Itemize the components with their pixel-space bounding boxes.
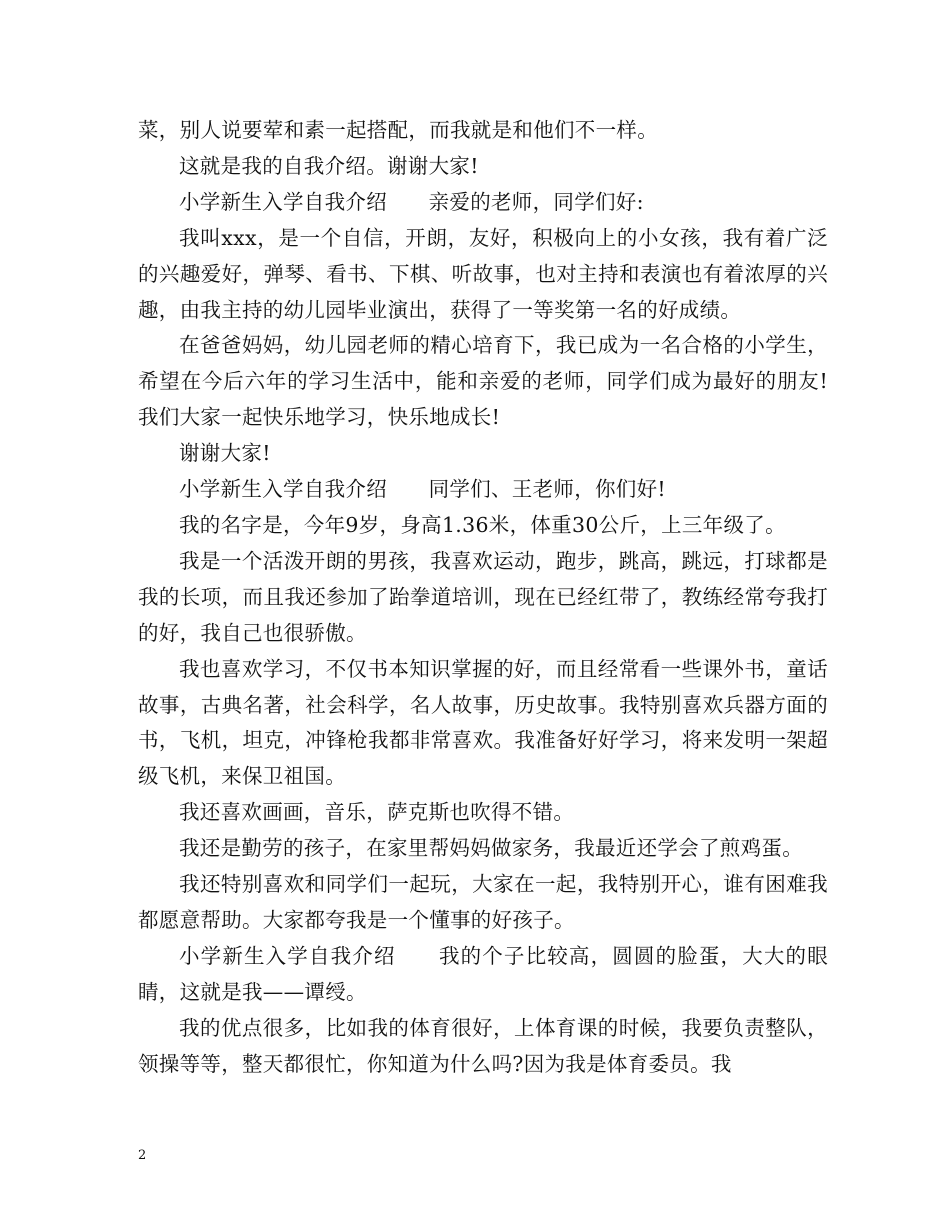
paragraph: 谢谢大家! bbox=[179, 441, 271, 466]
paragraph: 我叫xxx，是一个自信，开朗，友好，积极向上的小女孩，我有着广泛的兴趣爱好，弹琴、看书、下棋、听故事，也对主持和表演也有着浓厚的兴趣，由我主持的幼儿园毕业演出，获得了一等奖第一名的好成绩。 bbox=[138, 225, 828, 322]
page-number: 2 bbox=[138, 1148, 147, 1163]
paragraph: 小学新生入学自我介绍 我的个子比较高，圆圆的脸蛋，大大的眼睛，这就是我——谭绶。 bbox=[138, 943, 828, 1004]
paragraph: 我还喜欢画画，音乐，萨克斯也吹得不错。 bbox=[179, 800, 575, 825]
paragraph: 我也喜欢学习，不仅书本知识掌握的好，而且经常看一些课外书，童话故事，古典名著，社会科学，名人故事，历史故事。我特别喜欢兵器方面的书，飞机，坦克，冲锋枪我都非常喜欢。我准备好好学习，将来发明一架超级飞机，来保卫祖国。 bbox=[138, 656, 828, 789]
paragraph: 我是一个活泼开朗的男孩，我喜欢运动，跑步，跳高，跳远，打球都是我的长项，而且我还参加了跆拳道培训，现在已经红带了，教练经常夸我打的好，我自己也很骄傲。 bbox=[138, 548, 828, 645]
paragraph: 我还特别喜欢和同学们一起玩，大家在一起，我特别开心，谁有困难我都愿意帮助。大家都夸我是一个懂事的好孩子。 bbox=[138, 872, 828, 932]
paragraph: 我的名字是，今年9岁，身高1.36米，体重30公斤，上三年级了。 bbox=[179, 512, 786, 537]
paragraph: 我的优点很多，比如我的体育很好，上体育课的时候，我要负责整队，领操等等，整天都很忙，你知道为什么吗?因为我是体育委员。我 bbox=[138, 1015, 828, 1076]
paragraph: 小学新生入学自我介绍 亲爱的老师，同学们好: bbox=[179, 189, 644, 214]
paragraph-continuation: 菜，别人说要荤和素一起搭配，而我就是和他们不一样。 bbox=[138, 118, 658, 142]
document-body bbox=[138, 113, 828, 1082]
paragraph: 小学新生入学自我介绍 同学们、王老师，你们好! bbox=[179, 477, 666, 502]
paragraph: 我还是勤劳的孩子，在家里帮妈妈做家务，我最近还学会了煎鸡蛋。 bbox=[179, 836, 803, 861]
paragraph: 这就是我的自我介绍。谢谢大家! bbox=[179, 153, 479, 178]
paragraph: 在爸爸妈妈，幼儿园老师的精心培育下，我已成为一名合格的小学生，希望在今后六年的学习生活中，能和亲爱的老师，同学们成为最好的朋友!我们大家一起快乐地学习，快乐地成长! bbox=[138, 333, 828, 430]
